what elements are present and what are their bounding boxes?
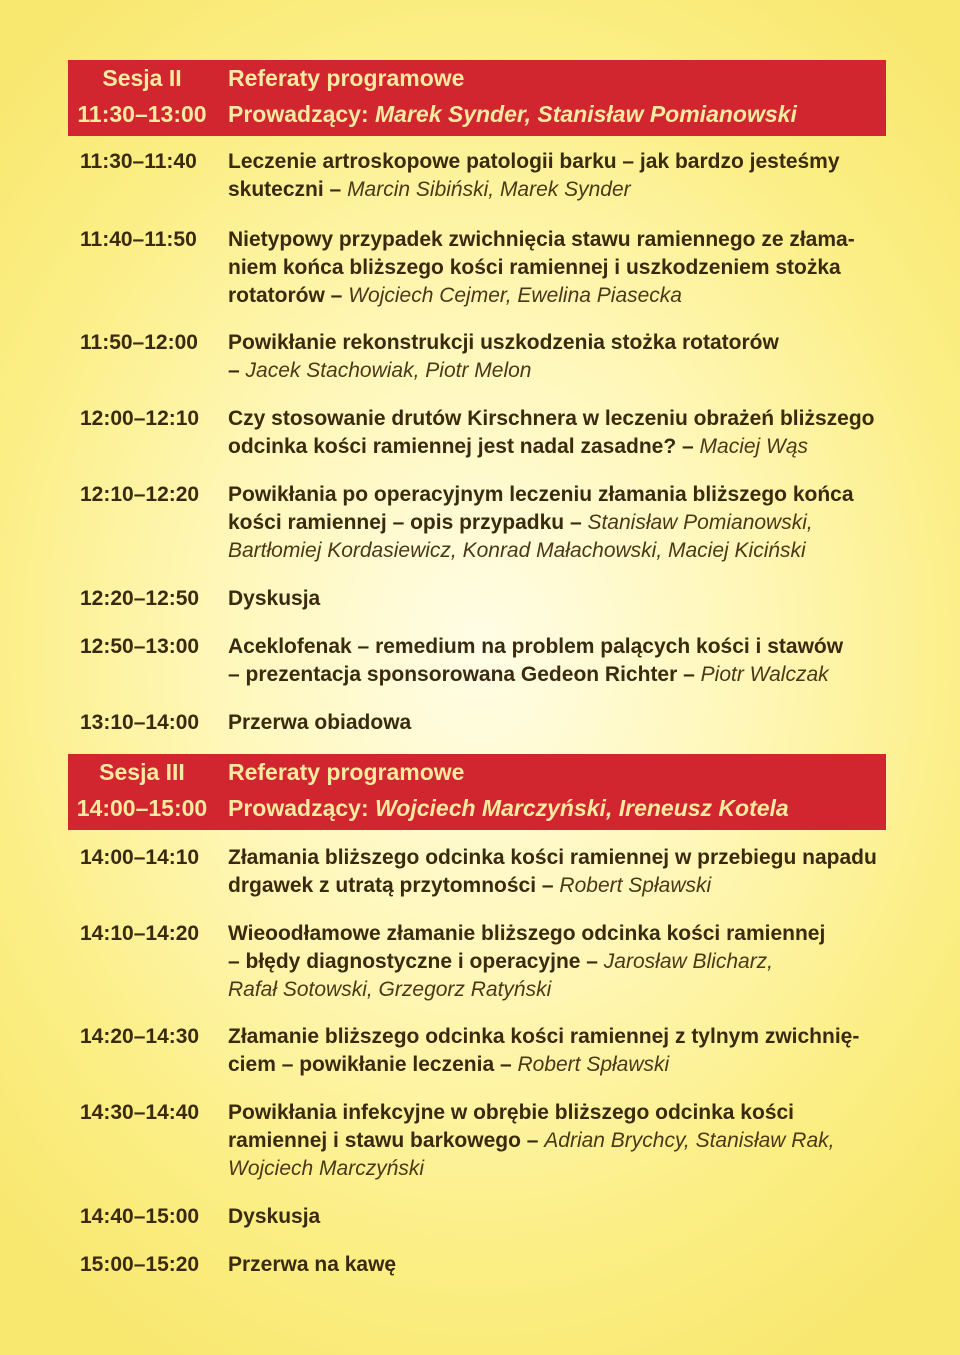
description-line <box>228 329 890 357</box>
session-chairs-row <box>228 96 797 132</box>
description-line <box>228 948 890 976</box>
talk-title: odcinka kości ramiennej jest nadal zasadne? – <box>228 435 700 458</box>
talk-title: Nietypowy przypadek zwichnięcia stawu ramiennego ze złama- <box>228 228 855 251</box>
talk-title: Wieoodłamowe złamanie bliższego odcinka kości ramiennej <box>228 922 826 945</box>
agenda-description <box>228 329 890 385</box>
talk-title: Dyskusja <box>228 587 321 610</box>
talk-title: Leczenie artroskopowe patologii barku – jak bardzo jesteśmy <box>228 150 840 173</box>
description-line <box>228 226 890 254</box>
talk-authors: Robert Spławski <box>517 1053 670 1076</box>
description-line <box>228 176 890 204</box>
agenda-description <box>228 844 890 900</box>
agenda-description <box>228 1023 890 1079</box>
talk-authors: Marcin Sibiński, Marek Synder <box>347 178 631 201</box>
agenda-description <box>228 920 890 1004</box>
talk-title: – błędy diagnostyczne i operacyjne – <box>228 950 604 973</box>
agenda-time: 14:00–14:10 <box>80 846 200 869</box>
description-line <box>228 282 890 310</box>
agenda-description <box>228 1099 890 1183</box>
agenda-time: 14:30–14:40 <box>80 1101 200 1124</box>
session-3-banner <box>68 754 886 830</box>
talk-title: rotatorów – <box>228 284 349 307</box>
talk-title: Czy stosowanie drutów Kirschnera w leczeniu obrażeń bliższego <box>228 407 875 430</box>
talk-title: Złamania bliższego odcinka kości ramiennej w przebiegu napadu <box>228 846 877 869</box>
description-line <box>228 1251 890 1279</box>
description-line <box>228 920 890 948</box>
description-line <box>228 709 890 737</box>
talk-title: Złamanie bliższego odcinka kości ramiennej z tylnym zwichnię- <box>228 1025 860 1048</box>
talk-authors: Maciej Wąs <box>699 435 809 458</box>
description-line <box>228 254 890 282</box>
session-heading: Referaty programowe <box>228 65 465 91</box>
agenda-time: 11:40–11:50 <box>80 228 197 251</box>
description-line <box>228 844 890 872</box>
description-line <box>228 1023 890 1051</box>
talk-title: Przerwa obiadowa <box>228 711 412 734</box>
description-line <box>228 661 890 689</box>
session-label: Sesja III <box>99 759 185 785</box>
chairs-label: Prowadzący: <box>228 795 369 821</box>
talk-authors: Adrian Brychcy, Stanisław Rak, <box>544 1129 835 1152</box>
description-line <box>228 405 890 433</box>
agenda-time: 11:50–12:00 <box>80 331 198 354</box>
session-time: 11:30–13:00 <box>77 101 207 127</box>
agenda-description <box>228 148 890 204</box>
talk-authors: Robert Spławski <box>559 874 712 897</box>
agenda-time: 13:10–14:00 <box>80 711 200 734</box>
agenda-time: 12:00–12:10 <box>80 407 200 430</box>
agenda-description <box>228 405 890 461</box>
agenda-time: 14:20–14:30 <box>80 1025 200 1048</box>
talk-title: drgawek z utratą przytomności – <box>228 874 560 897</box>
talk-title: Przerwa na kawę <box>228 1253 397 1276</box>
session-heading: Referaty programowe <box>228 759 465 785</box>
agenda-time: 12:50–13:00 <box>80 635 200 658</box>
talk-title: ramiennej i stawu barkowego – <box>228 1129 545 1152</box>
description-line <box>228 1051 890 1079</box>
description-line <box>228 1127 890 1155</box>
talk-title: Aceklofenak – remedium na problem palących kości i stawów <box>228 635 844 658</box>
agenda-description <box>228 585 890 613</box>
talk-title: skuteczni – <box>228 178 348 201</box>
description-line <box>228 357 890 385</box>
description-line <box>228 1203 890 1231</box>
talk-authors: Rafał Sotowski, Grzegorz Ratyński <box>228 978 552 1001</box>
description-line <box>228 481 890 509</box>
talk-authors: Wojciech Marczyński <box>228 1157 425 1180</box>
agenda-time: 15:00–15:20 <box>80 1253 200 1276</box>
agenda-time: 11:30–11:40 <box>80 150 197 173</box>
talk-title: Powikłanie rekonstrukcji uszkodzenia stożka rotatorów <box>228 331 779 354</box>
description-line <box>228 633 890 661</box>
description-line <box>228 1155 890 1183</box>
talk-authors: Wojciech Cejmer, Ewelina Piasecka <box>348 284 682 307</box>
talk-authors: Jacek Stachowiak, Piotr Melon <box>245 359 532 382</box>
chairs-names: Wojciech Marczyński, Ireneusz Kotela <box>375 795 789 821</box>
session-label: Sesja II <box>102 65 182 91</box>
agenda-time: 12:10–12:20 <box>80 483 200 506</box>
agenda-description <box>228 633 890 689</box>
session-time: 14:00–15:00 <box>76 795 208 821</box>
chairs-label: Prowadzący: <box>228 101 369 127</box>
talk-title: kości ramiennej – opis przypadku – <box>228 511 588 534</box>
description-line <box>228 585 890 613</box>
talk-title: – prezentacja sponsorowana Gedeon Richter – <box>228 663 701 686</box>
talk-title: Dyskusja <box>228 1205 321 1228</box>
talk-title: Powikłania infekcyjne w obrębie bliższego odcinka kości <box>228 1101 795 1124</box>
description-line <box>228 148 890 176</box>
agenda-description <box>228 226 890 310</box>
agenda-time: 14:10–14:20 <box>80 922 200 945</box>
agenda-description <box>228 1203 890 1231</box>
talk-title: Powikłania po operacyjnym leczeniu złamania bliższego końca <box>228 483 854 506</box>
talk-title: ciem – powikłanie leczenia – <box>228 1053 518 1076</box>
talk-title: – <box>228 359 246 382</box>
talk-title: niem końca bliższego kości ramiennej i uszkodzeniem stożka <box>228 256 841 279</box>
description-line <box>228 537 890 565</box>
agenda-time: 12:20–12:50 <box>80 587 200 610</box>
agenda-description <box>228 481 890 565</box>
agenda-time: 14:40–15:00 <box>80 1205 200 1228</box>
talk-authors: Piotr Walczak <box>700 663 829 686</box>
description-line <box>228 509 890 537</box>
agenda-description <box>228 1251 890 1279</box>
description-line <box>228 976 890 1004</box>
description-line <box>228 1099 890 1127</box>
description-line <box>228 872 890 900</box>
session-chairs-row <box>228 790 789 826</box>
session-2-banner <box>68 60 886 136</box>
agenda-description <box>228 709 890 737</box>
chairs-names: Marek Synder, Stanisław Pomianowski <box>375 101 797 127</box>
description-line <box>228 433 890 461</box>
talk-authors: Bartłomiej Kordasiewicz, Konrad Małachowski, Maciej Kiciński <box>228 539 806 562</box>
talk-authors: Jarosław Blicharz, <box>603 950 774 973</box>
talk-authors: Stanisław Pomianowski, <box>587 511 813 534</box>
